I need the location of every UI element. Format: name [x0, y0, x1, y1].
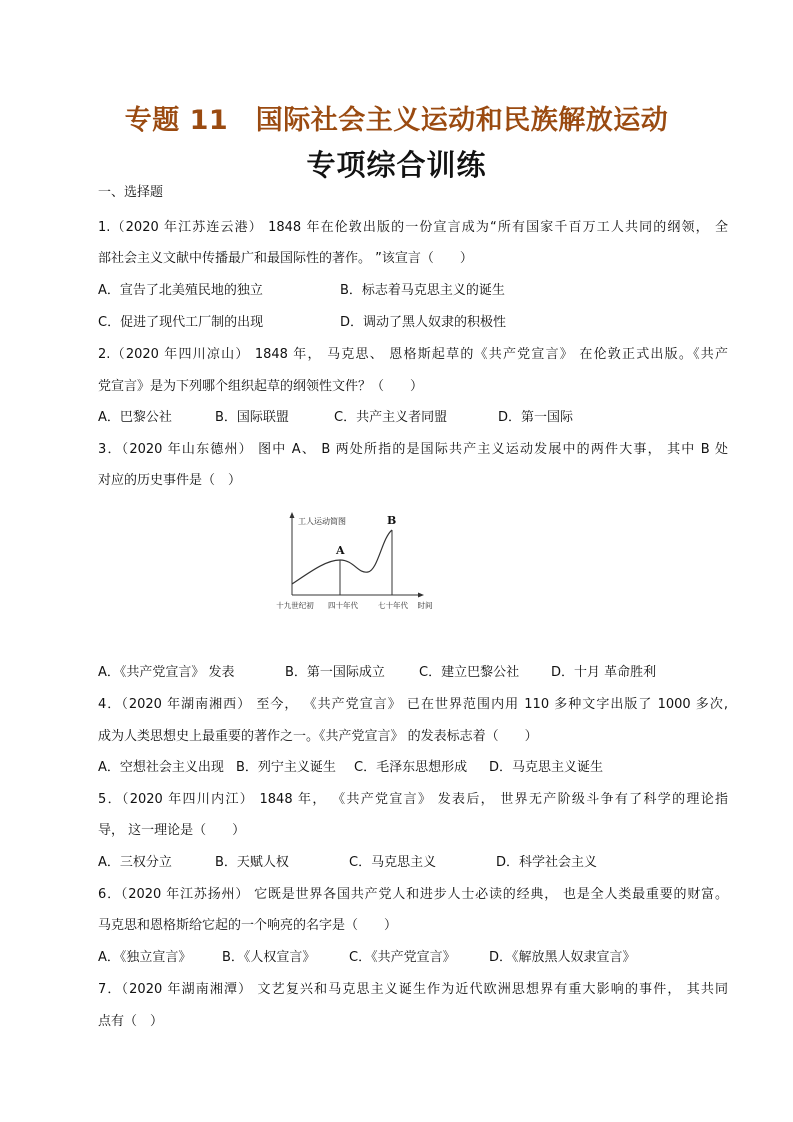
question-6-line-2: 马克思和恩格斯给它起的一个响亮的名字是（ ）	[98, 918, 398, 933]
question-1-line-1: 1.（2020 年江苏连云港） 1848 年在伦敦出版的一份宣言成为“所有国家千百万工人共同的纲领， 全	[98, 220, 728, 235]
question-4-line-1: 4．（2020 年湖南湘西） 至今， 《共产党宣言》 已在世界范围内用 110 多种文字出版了 1000 多次,	[98, 697, 728, 712]
question-2-option-b: B．国际联盟	[215, 410, 289, 425]
question-1-option-a: A．宣告了北美殖民地的独立	[98, 283, 263, 298]
question-4-line-2: 成为人类思想史上最重要的著作之一。《共产党宣言》 的发表标志着（ ）	[98, 729, 538, 744]
question-1-line-2: 部社会主义文献中传播最广和最国际性的著作。 ”该宣言（ ）	[98, 251, 473, 266]
question-1-option-d: D．调动了黑人奴隶的积极性	[340, 315, 507, 330]
question-5-line-1: 5．（2020 年四川内江） 1848 年， 《共产党宣言》 发表后， 世界无产阶级斗争有了科学的理论指	[98, 792, 728, 807]
question-3-option-b: B．第一国际成立	[285, 665, 385, 680]
question-2-line-2: 党宣言》是为下列哪个组织起草的纲领性文件？（ ）	[98, 379, 424, 394]
question-5-option-a: A．三权分立	[98, 855, 172, 870]
question-3-option-d: D．十月 革命胜利	[551, 665, 657, 680]
question-6-option-b: B．《人权宣言》	[222, 950, 316, 965]
chart-title: 工人运动简图	[298, 517, 346, 526]
x-tick-label: 四十年代	[328, 601, 358, 610]
question-4-option-c: C．毛泽东思想形成	[354, 760, 468, 775]
section-label: 一、选择题	[98, 185, 164, 200]
question-5-line-2: 导， 这一理论是（ ）	[98, 823, 246, 838]
page-title: 专题 11 国际社会主义运动和民族解放运动	[124, 105, 669, 136]
x-axis-arrow	[418, 593, 424, 598]
question-5-option-d: D．科学社会主义	[496, 855, 598, 870]
question-6-line-1: 6．（2020 年江苏扬州） 它既是世界各国共产党人和进步人士必读的经典， 也是全人类最重要的财富。	[98, 887, 728, 902]
question-4-option-a: A．空想社会主义出现	[98, 760, 224, 775]
question-4-option-d: D．马克思主义诞生	[489, 760, 604, 775]
x-axis-label: 时间	[417, 601, 433, 610]
question-2-option-a: A．巴黎公社	[98, 410, 172, 425]
question-5-option-b: B．天赋人权	[215, 855, 289, 870]
trend-curve	[292, 530, 392, 584]
question-7-line-1: 7．（2020 年湖南湘潭） 文艺复兴和马克思主义诞生作为近代欧洲思想界有重大影响的事件， 其共同	[98, 982, 728, 997]
question-3-line-1: 3．（2020 年山东德州） 图中 A、 B 两处所指的是国际共产主义运动发展中的两件大事， 其中 B 处	[98, 442, 728, 457]
question-5-option-c: C．马克思主义	[349, 855, 437, 870]
question-3-option-c: C．建立巴黎公社	[419, 665, 520, 680]
point-label-a: A	[336, 544, 345, 557]
question-3-line-2: 对应的历史事件是（ ）	[98, 473, 242, 488]
page-subtitle: 专项综合训练	[306, 148, 487, 182]
point-label-b: B	[387, 514, 397, 527]
x-tick-label: 七十年代	[378, 601, 408, 610]
question-2-option-d: D．第一国际	[498, 410, 574, 425]
question-7-line-2: 点有（ ）	[98, 1014, 164, 1029]
question-3-option-a: A．《共产党宣言》 发表	[98, 665, 235, 680]
labor-movement-chart	[268, 508, 443, 616]
question-2-option-c: C．共产主义者同盟	[334, 410, 448, 425]
question-6-option-a: A．《独立宣言》	[98, 950, 192, 965]
y-axis-arrow	[290, 512, 295, 518]
question-6-option-d: D．《解放黑人奴隶宣言》	[489, 950, 636, 965]
chart-svg	[268, 508, 443, 616]
x-tick-label: 十九世纪初	[276, 601, 314, 610]
question-6-option-c: C．《共产党宣言》	[349, 950, 456, 965]
question-1-option-c: C．促进了现代工厂制的出现	[98, 315, 264, 330]
question-1-option-b: B．标志着马克思主义的诞生	[340, 283, 505, 298]
question-4-option-b: B．列宁主义诞生	[236, 760, 336, 775]
question-2-line-1: 2.（2020 年四川凉山） 1848 年， 马克思、 恩格斯起草的《共产党宣言》 在伦敦正式出版。《共产	[98, 347, 728, 362]
